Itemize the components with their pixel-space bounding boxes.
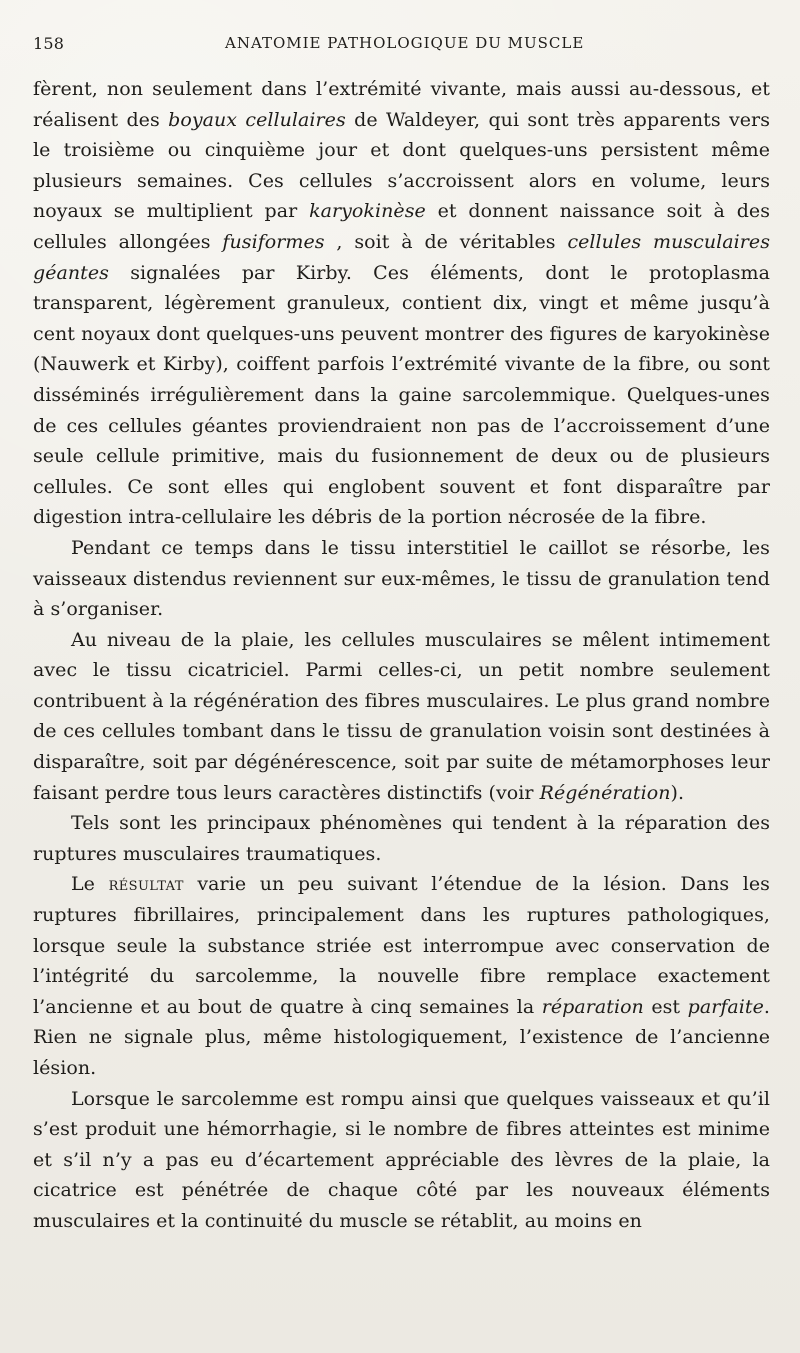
paragraph-5-text-3: est (643, 995, 688, 1018)
term-parfaite: parfaite (687, 995, 764, 1018)
paragraph-1 (33, 74, 770, 533)
term-regeneration: Régénération (539, 781, 671, 804)
paragraph-1-text-2: de Waldeyer, qui sont très apparents vers le troisième ou cinquième jour et dont quelques-uns persistent même plusieurs semaines. Ces cellules s’accroissent alors en volume, leurs noyaux se multiplient par (33, 108, 770, 223)
term-cellules-geantes: cellules musculaires géantes (33, 230, 770, 284)
term-reparation: réparation (541, 995, 644, 1018)
paragraph-5-text-4: . Rien ne signale plus, même histologiquement, l’existence de l’ancienne lésion. (33, 995, 770, 1079)
paragraph-4 (33, 808, 770, 869)
page-body (33, 74, 770, 1237)
paragraph-6 (33, 1084, 770, 1237)
paragraph-2-text: Pendant ce temps dans le tissu interstitiel le caillot se résorbe, les vaisseaux distendus reviennent sur eux-mêmes, le tissu de granulation tend à s’organiser. (33, 536, 770, 621)
term-fusiformes: fusiformes (222, 230, 325, 253)
paragraph-1-text-1: fèrent, non seulement dans l’extrémité vivante, mais aussi au-dessous, et réalisent des (33, 78, 770, 131)
paragraph-6-text: Lorsque le sarcolemme est rompu ainsi que quelques vaisseaux et qu’il s’est produit une hémorrhagie, si le nombre de fibres atteintes est minime et s’il n’y a pas eu d’écartement appréciable des lèvres de la plaie, la cicatrice est pénétrée de chaque côté par les nouveaux éléments musculaires et la continuité du muscle se rétablit, au moins en (33, 1087, 770, 1232)
paragraph-2 (33, 533, 770, 625)
paragraph-1-text-4: , soit à de véritables (324, 230, 568, 253)
paragraph-4-text: Tels sont les principaux phénomènes qui tendent à la réparation des ruptures musculaires traumatiques. (33, 812, 770, 865)
paragraph-5-text-2: varie un peu suivant l’étendue de la lésion. Dans les ruptures fibrillaires, principalement dans les ruptures pathologiques, lorsque seule la substance striée est interrompue avec conservation de l’intégrité du sarcolemme, la nouvelle fibre remplace exactement l’ancienne et au bout de quatre à cinq semaines la (33, 873, 770, 1018)
paragraph-1-text-3: et donnent naissance soit à des cellules allongées (33, 200, 770, 253)
term-boyaux-cellulaires: boyaux cellulaires (168, 108, 346, 131)
term-karyokinese: karyokinèse (309, 200, 426, 223)
paragraph-1-text-5: signalées par Kirby. Ces éléments, dont le protoplasma transparent, légèrement granuleux, contient dix, vingt et même jusqu’à cent noyaux dont quelques-uns peuvent montrer des figures de karyokinèse (Nauwerk et Kirby), coiffent parfois l’extrémité vivante de la fibre, ou sont disséminés irrégulièrement dans la gaine sarcolemmique. Quelques-unes de ces cellules géantes proviendraient non pas de l’accroissement d’une seule cellule primitive, mais du fusionnement de deux ou de plusieurs cellules. Ce sont elles qui englobent souvent et font disparaître par digestion intra-cellulaire les débris de la portion nécrosée de la fibre. (33, 261, 770, 529)
paragraph-3-text-2: ). (670, 781, 685, 804)
paragraph-3-text-1: Au niveau de la plaie, les cellules musculaires se mêlent intimement avec le tissu cicatriciel. Parmi celles-ci, un petit nombre seulement contribuent à la régénération des fibres musculaires. Le plus grand nombre de ces cellules tombant dans le tissu de granulation voisin sont destinées à disparaître, soit par dégénérescence, soit par suite de métamorphoses leur faisant perdre tous leurs caractères distinctifs (voir (33, 628, 770, 804)
term-resultat: résultat (108, 873, 184, 896)
page-header (33, 34, 770, 74)
paragraph-5 (33, 869, 770, 1083)
running-head: ANATOMIE PATHOLOGIQUE DU MUSCLE (225, 34, 585, 52)
paragraph-5-text-1: Le (71, 873, 109, 896)
page-number: 158 (33, 34, 65, 53)
paragraph-3 (33, 625, 770, 809)
